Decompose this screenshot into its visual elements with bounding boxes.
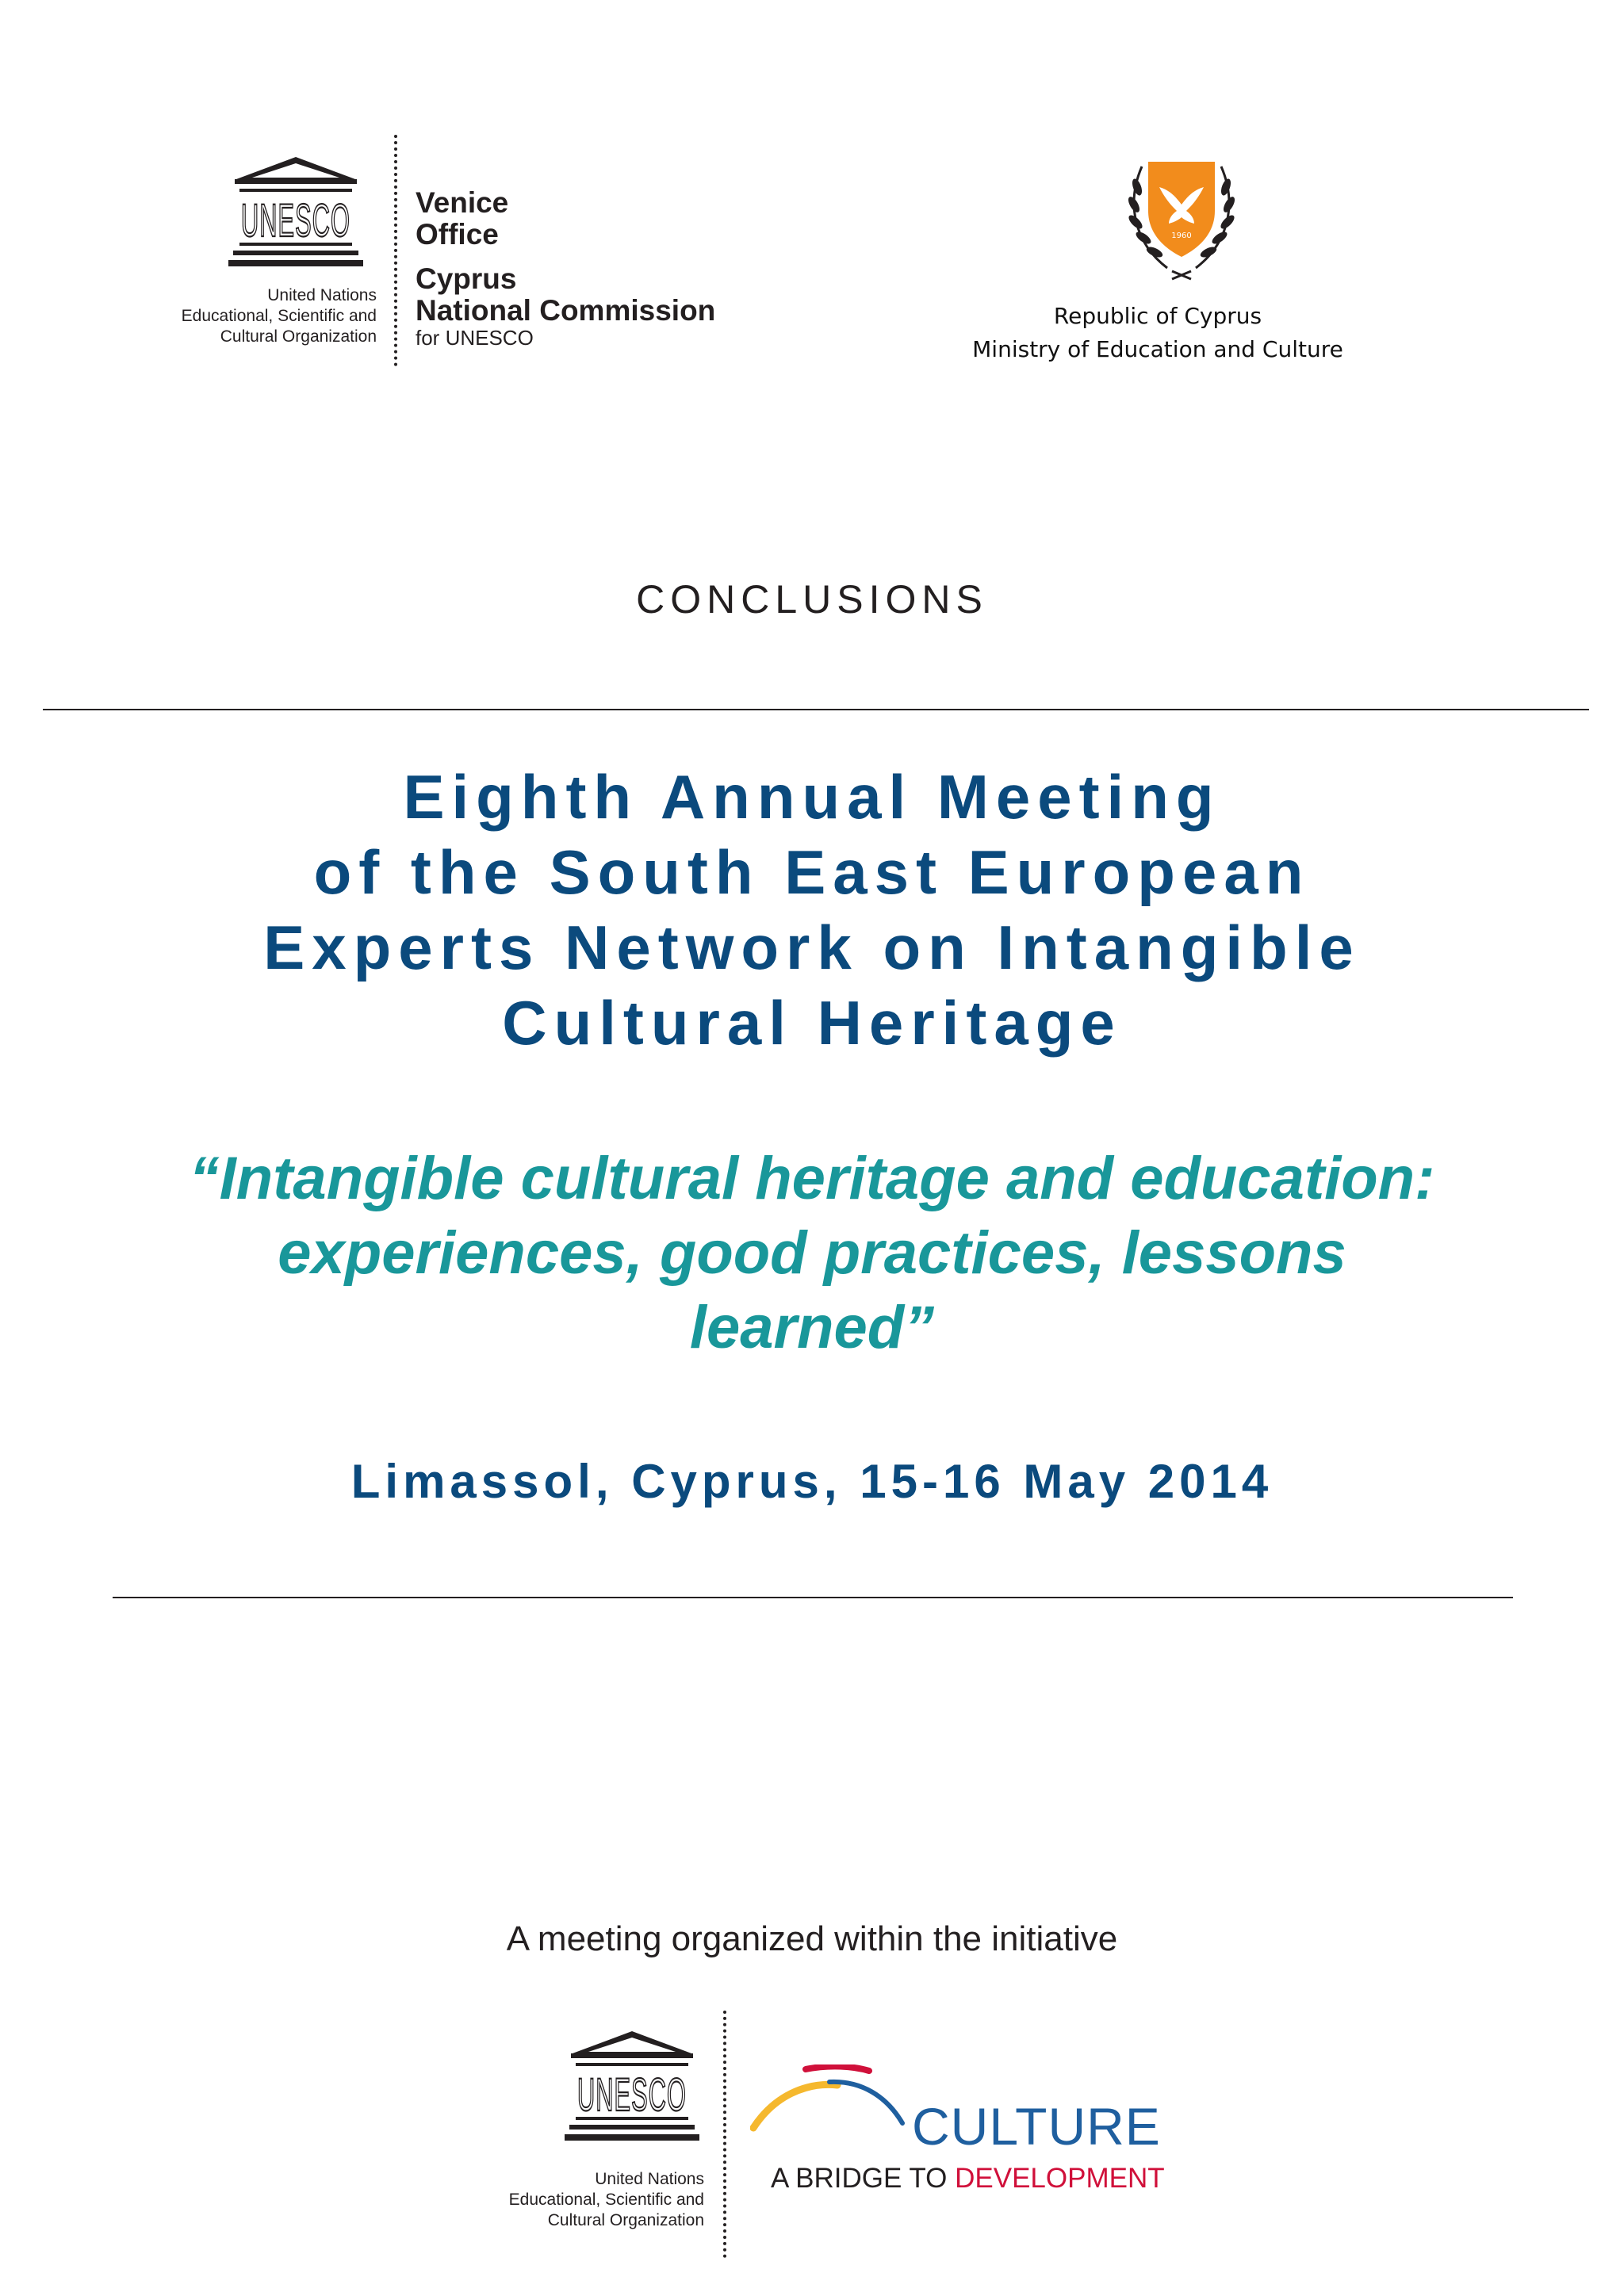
- unesco-caption-bottom: [444, 2169, 704, 2231]
- cyprus-ministry-text: [920, 300, 1396, 366]
- unesco-wordmark-top: UNESCO: [241, 195, 350, 247]
- unesco-caption-line: Cultural Organization: [547, 2211, 704, 2229]
- bottom-divider-rule: [113, 1597, 1513, 1598]
- office-line-office: Office: [416, 218, 499, 251]
- unesco-caption-line: United Nations: [595, 2170, 704, 2188]
- svg-text:1960: 1960: [1171, 232, 1192, 240]
- meeting-title: [79, 760, 1545, 1061]
- culture-wordmark: CULTURE: [912, 2097, 1161, 2156]
- unesco-caption-line: Educational, Scientific and: [181, 307, 377, 325]
- title-line: Eighth Annual Meeting: [403, 762, 1221, 832]
- dotted-divider-bottom: [723, 2011, 726, 2258]
- unesco-temple-logo-top: [228, 155, 363, 271]
- conclusions-label: CONCLUSIONS: [636, 577, 988, 622]
- unesco-caption-line: Educational, Scientific and: [508, 2191, 704, 2209]
- unesco-caption-line: Cultural Organization: [220, 327, 377, 346]
- office-line-national-commission: National Commission: [416, 294, 716, 327]
- title-line: Experts Network on Intangible: [263, 913, 1361, 982]
- theme-line: “Intangible cultural heritage and education:: [189, 1145, 1435, 1212]
- development-word: DEVELOPMENT: [955, 2163, 1165, 2194]
- initiative-text: A meeting organized within the initiative: [506, 1919, 1118, 1958]
- theme-line: experiences, good practices, lessons: [278, 1219, 1346, 1287]
- unesco-caption-line: United Nations: [267, 286, 377, 304]
- unesco-caption-top: [111, 285, 377, 347]
- bridge-to-development-tagline: [771, 2163, 1165, 2195]
- office-line-for-unesco: for UNESCO: [416, 326, 534, 350]
- cyprus-coat-of-arms-icon: [1118, 155, 1245, 286]
- bridge-prefix: A BRIDGE TO: [771, 2163, 956, 2194]
- office-line-venice: Venice: [416, 186, 509, 219]
- republic-of-cyprus-label: Republic of Cyprus: [1053, 303, 1262, 329]
- meeting-theme: [79, 1142, 1545, 1365]
- title-line: of the South East European: [313, 837, 1311, 907]
- ministry-label: Ministry of Education and Culture: [972, 336, 1343, 362]
- title-line: Cultural Heritage: [502, 988, 1122, 1058]
- venice-office-text: [416, 187, 715, 349]
- office-line-cyprus: Cyprus: [416, 262, 517, 295]
- unesco-wordmark-bottom: UNESCO: [577, 2069, 687, 2121]
- top-divider-rule: [43, 709, 1589, 710]
- unesco-temple-logo-bottom: [565, 2030, 699, 2145]
- place-and-date: Limassol, Cyprus, 15-16 May 2014: [350, 1455, 1274, 1508]
- dotted-divider-top: [394, 135, 397, 366]
- theme-line: learned”: [689, 1294, 935, 1361]
- culture-arcs-icon: [750, 2064, 909, 2156]
